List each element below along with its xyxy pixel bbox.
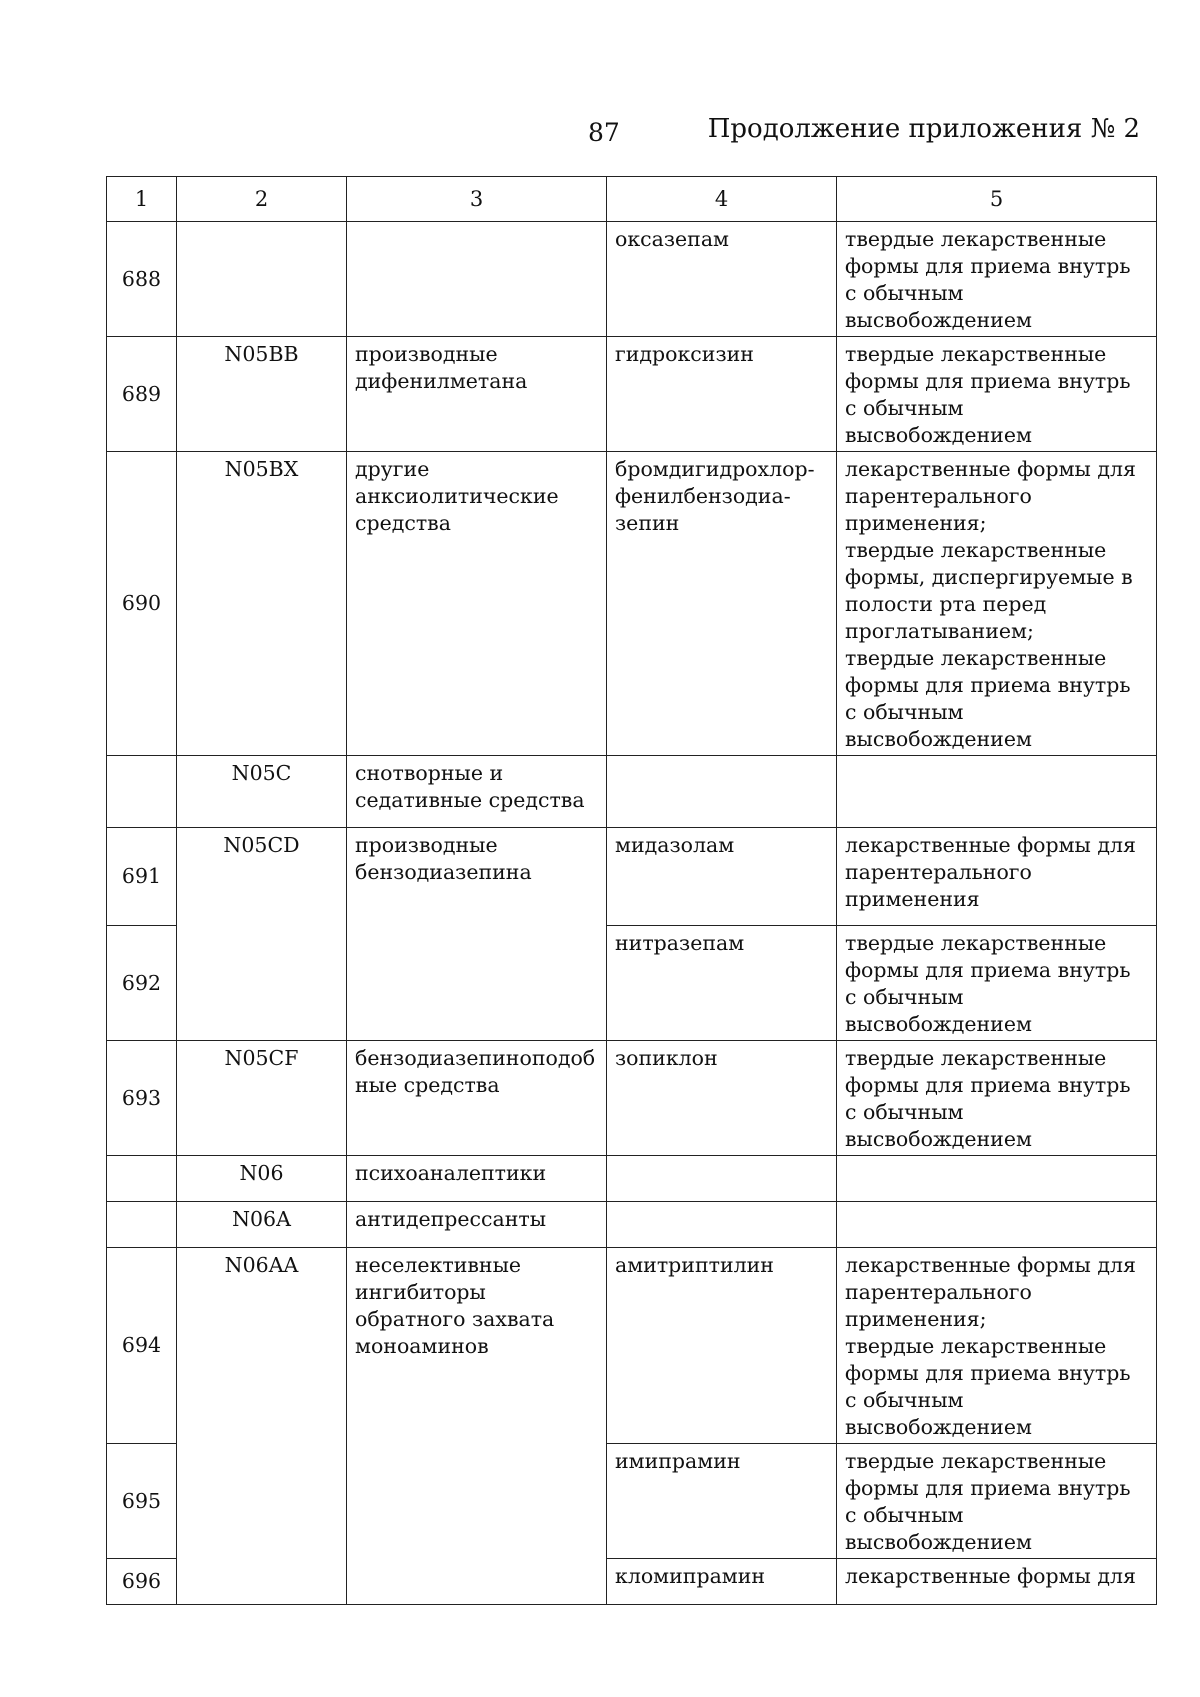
dosage-form: твердые лекарственные формы для приема внутрь с обычным высвобождением (837, 926, 1157, 1041)
atc-group-name: неселективные ингибиторы обратного захвата моноаминов (347, 1248, 607, 1605)
appendix-title: Продолжение приложения № 2 (707, 114, 1140, 144)
table-row (107, 452, 1157, 756)
row-number: 691 (107, 828, 177, 926)
atc-group-name: производные дифенилметана (347, 337, 607, 452)
row-number (107, 1156, 177, 1202)
drug-name (607, 1202, 837, 1248)
row-number: 695 (107, 1444, 177, 1559)
table-row (107, 337, 1157, 452)
column-header: 3 (347, 177, 607, 222)
row-number: 688 (107, 222, 177, 337)
row-number (107, 756, 177, 828)
drug-name (607, 756, 837, 828)
column-header: 5 (837, 177, 1157, 222)
atc-code: N05CD (177, 828, 347, 1041)
dosage-form: твердые лекарственные формы для приема внутрь с обычным высвобождением (837, 1444, 1157, 1559)
drug-name: бромдигидрохлор- фенилбензодиа- зепин (607, 452, 837, 756)
table-row (107, 828, 1157, 926)
atc-code: N05CF (177, 1041, 347, 1156)
table-row (107, 1248, 1157, 1444)
dosage-form (837, 1202, 1157, 1248)
row-number: 689 (107, 337, 177, 452)
dosage-form (837, 1156, 1157, 1202)
drug-list-table (106, 176, 1157, 1605)
drug-name: мидазолам (607, 828, 837, 926)
atc-code: N05BX (177, 452, 347, 756)
row-number: 692 (107, 926, 177, 1041)
atc-code (177, 222, 347, 337)
dosage-form: лекарственные формы для парентерального применения; твердые лекарственные формы для приема внутрь с обычным высвобождением (837, 1248, 1157, 1444)
table-row (107, 222, 1157, 337)
atc-group-name (347, 222, 607, 337)
column-header: 4 (607, 177, 837, 222)
table-row (107, 756, 1157, 828)
drug-name: кломипрамин (607, 1559, 837, 1605)
dosage-form: твердые лекарственные формы для приема внутрь с обычным высвобождением (837, 337, 1157, 452)
drug-name (607, 1156, 837, 1202)
column-header: 1 (107, 177, 177, 222)
drug-name: оксазепам (607, 222, 837, 337)
dosage-form (837, 756, 1157, 828)
atc-group-name: психоаналептики (347, 1156, 607, 1202)
drug-name: гидроксизин (607, 337, 837, 452)
dosage-form: лекарственные формы для (837, 1559, 1157, 1605)
row-number (107, 1202, 177, 1248)
drug-name: нитразепам (607, 926, 837, 1041)
dosage-form: твердые лекарственные формы для приема внутрь с обычным высвобождением (837, 1041, 1157, 1156)
atc-group-name: антидепрессанты (347, 1202, 607, 1248)
row-number: 693 (107, 1041, 177, 1156)
atc-code: N06A (177, 1202, 347, 1248)
drug-name: имипрамин (607, 1444, 837, 1559)
row-number: 694 (107, 1248, 177, 1444)
dosage-form: лекарственные формы для парентерального применения; твердые лекарственные формы, диспергируемые в полости рта перед проглатыванием; твердые лекарственные формы для приема внутрь с обычным высвобождением (837, 452, 1157, 756)
dosage-form: лекарственные формы для парентерального применения (837, 828, 1157, 926)
atc-group-name: бензодиазепиноподобные средства (347, 1041, 607, 1156)
table-row (107, 1202, 1157, 1248)
atc-group-name: производные бензодиазепина (347, 828, 607, 1041)
atc-code: N05BB (177, 337, 347, 452)
page-number: 87 (588, 118, 620, 147)
row-number: 696 (107, 1559, 177, 1605)
atc-code: N06 (177, 1156, 347, 1202)
row-number: 690 (107, 452, 177, 756)
drug-name: зопиклон (607, 1041, 837, 1156)
table-row (107, 1156, 1157, 1202)
table-row (107, 1041, 1157, 1156)
atc-group-name: снотворные и седативные средства (347, 756, 607, 828)
atc-code: N05C (177, 756, 347, 828)
atc-group-name: другие анксиолитические средства (347, 452, 607, 756)
dosage-form: твердые лекарственные формы для приема внутрь с обычным высвобождением (837, 222, 1157, 337)
atc-code: N06AA (177, 1248, 347, 1605)
column-header: 2 (177, 177, 347, 222)
drug-name: амитриптилин (607, 1248, 837, 1444)
table-header-row (107, 177, 1157, 222)
